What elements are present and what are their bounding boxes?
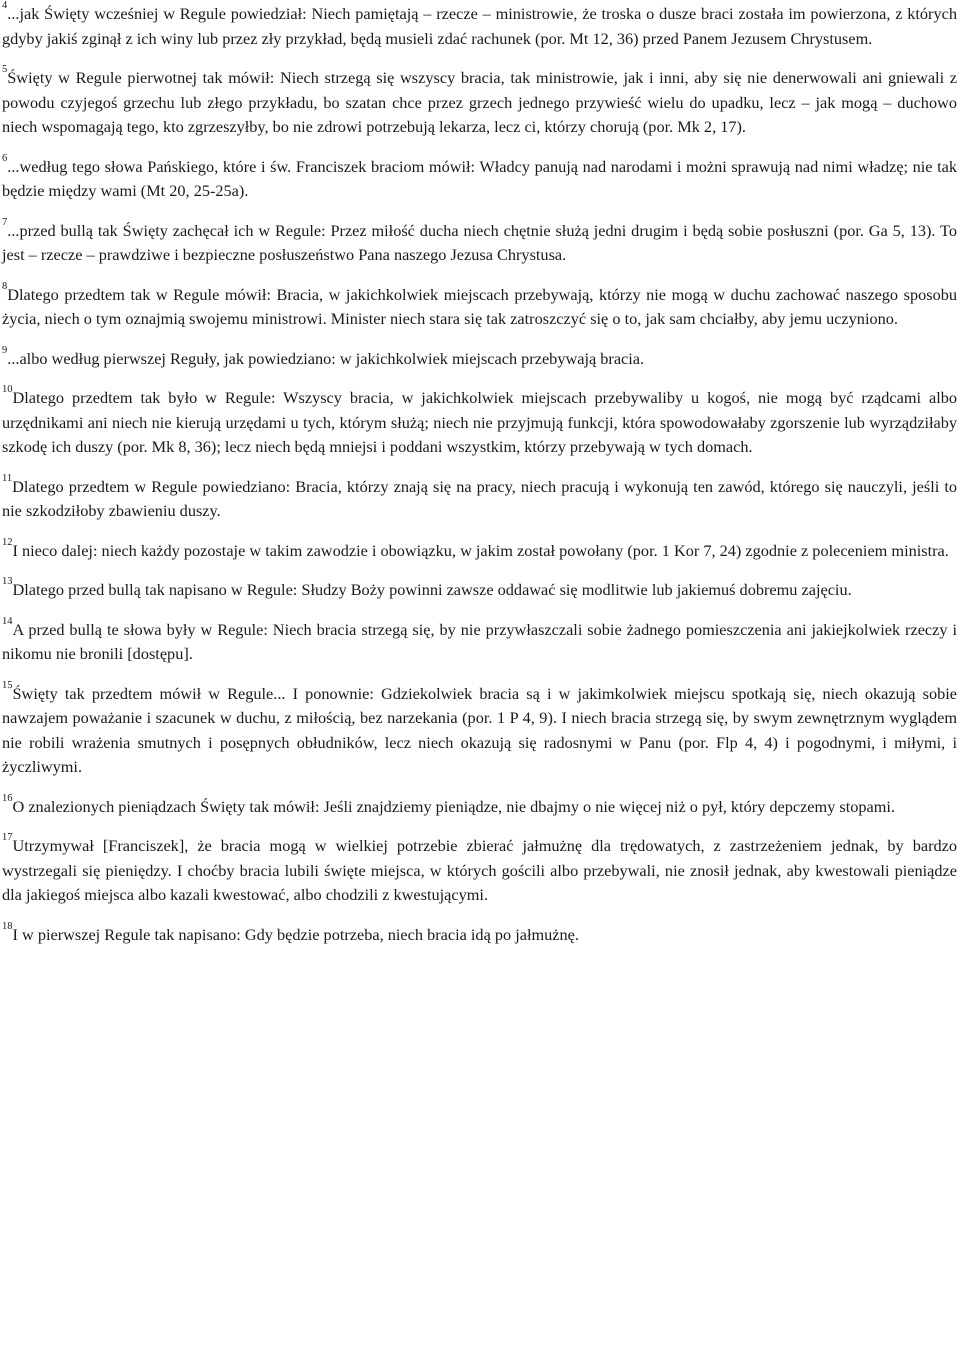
- paragraph-number: 13: [2, 576, 13, 587]
- paragraph-text: A przed bullą te słowa były w Regule: Niech bracia strzegą się, by nie przywłaszczali sobie żadnego pomieszczenia ani jakiejkolwiek rzeczy i nikomu nie bronili [dostępu].: [2, 619, 957, 663]
- paragraph-text: O znalezionych pieniądzach Święty tak mówił: Jeśli znajdziemy pieniądze, nie dbajmy o nie więcej niż o pył, który depczemy stopami.: [12, 796, 896, 816]
- paragraph-number: 9: [2, 344, 8, 356]
- paragraph-number: 6: [2, 152, 8, 164]
- paragraph-6: [2, 152, 957, 204]
- paragraph-number: 5: [2, 64, 8, 75]
- paragraph-5: [2, 66, 957, 140]
- paragraph-10: [2, 386, 957, 460]
- paragraph-9: [2, 344, 957, 372]
- paragraph-number: 10: [2, 384, 13, 395]
- paragraph-number: 7: [2, 216, 8, 228]
- paragraph-text: Dlatego przedtem w Regule powiedziano: Bracia, którzy znają się na pracy, niech pracują i wykonują ten zawód, którego się nauczyli, jeśli to nie szkodziłoby zbawieniu duszy.: [2, 476, 957, 520]
- paragraph-15: [2, 679, 957, 780]
- paragraph-number: 18: [2, 920, 13, 932]
- paragraph-number: 12: [2, 536, 13, 548]
- paragraph-17: [2, 834, 957, 908]
- paragraph-13: [2, 578, 957, 603]
- paragraph-number: 4: [2, 0, 8, 11]
- paragraph-text: ...przed bullą tak Święty zachęcał ich w Regule: Przez miłość ducha niech chętnie służą jedni drugim i będą sobie posłuszni (por. Ga 5, 13). To jest – rzecze – prawdziwe i bezpieczne posłuszeństwo Pana naszego Jezusa Chrystusa.: [2, 220, 957, 264]
- paragraph-number: 17: [2, 832, 13, 843]
- paragraph-number: 8: [2, 280, 8, 292]
- paragraph-14: [2, 615, 957, 667]
- paragraph-number: 11: [2, 472, 13, 484]
- paragraph-text: Dlatego przedtem tak w Regule mówił: Bracia, w jakichkolwiek miejscach przebywają, którzy nie mogą w duchu zachować naszego sposobu życia, niech o tym oznajmią swojemu ministrowi. Minister niech stara się tak zatroszczyć się o to, jak sam chciałby, aby jemu uczyniono.: [2, 284, 957, 328]
- paragraph-number: 15: [2, 679, 13, 691]
- paragraph-7: [2, 216, 957, 268]
- paragraph-number: 16: [2, 792, 13, 804]
- paragraph-text: Święty w Regule pierwotnej tak mówił: Niech strzegą się wszyscy bracia, tak ministrowie, jak i inni, aby się nie denerwowali ani gniewali z powodu czyjegoś grzechu lub złego przykładu, bo szatan chce przez grzech jednego przywieść wielu do upadku, lecz – jak mogą – duchowo niech wspomagają tego, kto zgrzeszyłby, bo nie zdrowi potrzebują lekarza, lecz ci, którzy chorują (por. Mk 2, 17).: [2, 68, 957, 136]
- paragraph-text: ...albo według pierwszej Reguły, jak powiedziano: w jakichkolwiek miejscach przebywają bracia.: [7, 348, 645, 368]
- paragraph-text: Dlatego przed bullą tak napisano w Regule: Słudzy Boży powinni zawsze oddawać się modlitwie lub jakiemuś dobremu zajęciu.: [12, 580, 852, 599]
- paragraph-4: [2, 2, 957, 51]
- paragraph-text: I w pierwszej Regule tak napisano: Gdy będzie potrzeba, niech bracia idą po jałmużnę.: [12, 924, 579, 944]
- paragraph-12: [2, 536, 957, 564]
- paragraph-text: ...jak Święty wcześniej w Regule powiedział: Niech pamiętają – rzecze – ministrowie, że troska o dusze braci została im powierzona, z których gdyby jakiś zginął z ich winy lub przez zły przykład, będą musieli zdać rachunek (por. Mt 12, 36) przed Panem Jezusem Chrystusem.: [2, 4, 957, 48]
- paragraph-text: Dlatego przedtem tak było w Regule: Wszyscy bracia, w jakichkolwiek miejscach przebywaliby u kogoś, nie mogą być rządcami albo urzędnikami ani niech nie kierują urzędami u tych, którym służą; niech nie przyjmują funkcji, która spowodowałaby zgorszenie lub wyrządziłaby szkodę ich duszy (por. Mk 8, 36); lecz niech będą mniejsi i poddani wszystkim, którzy przebywają w tych domach.: [2, 388, 957, 456]
- paragraph-8: [2, 280, 957, 332]
- paragraph-text: I nieco dalej: niech każdy pozostaje w takim zawodzie i obowiązku, w jakim został powołany (por. 1 Kor 7, 24) zgodnie z poleceniem ministra.: [12, 540, 949, 560]
- paragraph-18: [2, 920, 957, 948]
- paragraph-number: 14: [2, 615, 13, 627]
- paragraph-text: ...według tego słowa Pańskiego, które i św. Franciszek braciom mówił: Władcy panują nad narodami i możni sprawują nad nimi władzę; nie tak będzie między wami (Mt 20, 25-25a).: [2, 156, 957, 200]
- paragraph-text: Święty tak przedtem mówił w Regule... I ponownie: Gdziekolwiek bracia są i w jakimkolwiek miejscu spotkają się, niech okazują sobie nawzajem poważanie i szacunek w duchu, z miłością, bez narzekania (por. 1 P 4, 9). I niech bracia strzegą się, by swym zewnętrznym wyglądem nie robili wrażenia smutnych i posępnych obłudników, lecz niech okazują się radosnymi w Panu (por. Flp 4, 4) i pogodnymi, i miłymi, i życzliwymi.: [2, 683, 957, 776]
- paragraph-11: [2, 472, 957, 524]
- paragraph-text: Utrzymywał [Franciszek], że bracia mogą w wielkiej potrzebie zbierać jałmużnę dla trędowatych, z zastrzeżeniem jednak, by bardzo wystrzegali się pieniędzy. I choćby bracia lubili święte miejsca, w których gościli albo przebywali, nie znosił jednak, aby kwestowali pieniądze dla jakiegoś miejsca albo kazali kwestować, albo chodzili z kwestującymi.: [2, 836, 957, 904]
- document-page: [2, 2, 957, 962]
- paragraph-16: [2, 792, 957, 820]
